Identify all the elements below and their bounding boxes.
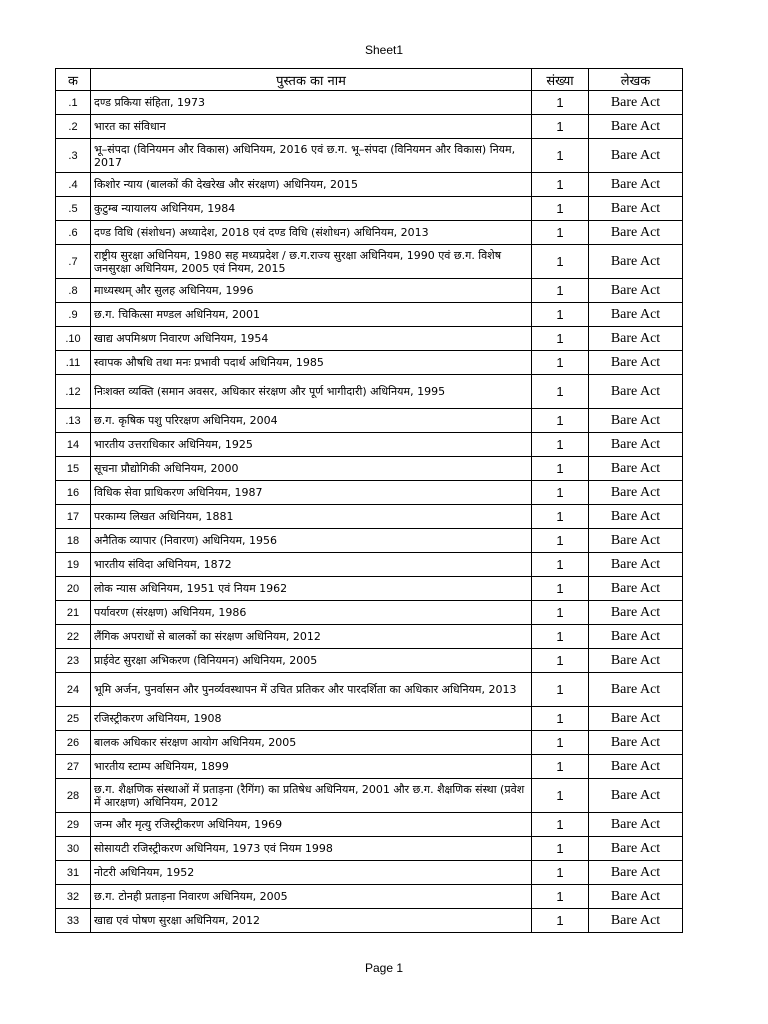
page-number: Page 1 [364, 961, 404, 975]
row-number: .5 [56, 197, 91, 221]
author: Bare Act [589, 529, 683, 553]
row-number: .12 [56, 375, 91, 409]
row-number: 32 [56, 885, 91, 909]
author: Bare Act [589, 139, 683, 173]
author: Bare Act [589, 909, 683, 933]
quantity: 1 [532, 351, 589, 375]
quantity: 1 [532, 279, 589, 303]
quantity: 1 [532, 433, 589, 457]
table-row [56, 279, 683, 303]
author: Bare Act [589, 327, 683, 351]
table-row [56, 409, 683, 433]
table-header-row [56, 69, 683, 91]
author: Bare Act [589, 173, 683, 197]
table-body [56, 91, 683, 933]
quantity: 1 [532, 673, 589, 707]
table-row [56, 837, 683, 861]
author: Bare Act [589, 433, 683, 457]
column-header-author: लेखक [589, 69, 683, 91]
book-name: प्राईवेट सुरक्षा अभिकरण (विनियमन) अधिनियम, 2005 [91, 649, 532, 673]
row-number: .13 [56, 409, 91, 433]
book-name: पर्यावरण (संरक्षण) अधिनियम, 1986 [91, 601, 532, 625]
row-number: .3 [56, 139, 91, 173]
book-name: भारतीय उत्तराधिकार अधिनियम, 1925 [91, 433, 532, 457]
row-number: 19 [56, 553, 91, 577]
author: Bare Act [589, 221, 683, 245]
quantity: 1 [532, 221, 589, 245]
book-name: भारत का संविधान [91, 115, 532, 139]
table-row [56, 731, 683, 755]
author: Bare Act [589, 649, 683, 673]
book-name: भारतीय संविदा अधिनियम, 1872 [91, 553, 532, 577]
quantity: 1 [532, 115, 589, 139]
quantity: 1 [532, 245, 589, 279]
column-header-quantity: संख्या [532, 69, 589, 91]
quantity: 1 [532, 303, 589, 327]
quantity: 1 [532, 91, 589, 115]
book-name: कुटुम्ब न्यायालय अधिनियम, 1984 [91, 197, 532, 221]
author: Bare Act [589, 457, 683, 481]
row-number: 28 [56, 779, 91, 813]
author: Bare Act [589, 505, 683, 529]
table-row [56, 139, 683, 173]
author: Bare Act [589, 813, 683, 837]
quantity: 1 [532, 885, 589, 909]
table-row [56, 909, 683, 933]
table-row [56, 197, 683, 221]
row-number: .2 [56, 115, 91, 139]
book-name: छ.ग. शैक्षणिक संस्थाओं में प्रताड़ना (रैगिंग) का प्रतिषेध अधिनियम, 2001 और छ.ग. शैक्षणिक संस्था (प्रवेश में आरक्षण) अधिनियम, 2012 [91, 779, 532, 813]
book-name: बालक अधिकार संरक्षण आयोग अधिनियम, 2005 [91, 731, 532, 755]
row-number: 27 [56, 755, 91, 779]
book-name: जन्म और मृत्यु रजिस्ट्रीकरण अधिनियम, 1969 [91, 813, 532, 837]
quantity: 1 [532, 861, 589, 885]
row-number: 24 [56, 673, 91, 707]
author: Bare Act [589, 351, 683, 375]
row-number: 26 [56, 731, 91, 755]
row-number: .1 [56, 91, 91, 115]
author: Bare Act [589, 577, 683, 601]
quantity: 1 [532, 625, 589, 649]
author: Bare Act [589, 673, 683, 707]
quantity: 1 [532, 173, 589, 197]
quantity: 1 [532, 553, 589, 577]
row-number: 15 [56, 457, 91, 481]
quantity: 1 [532, 505, 589, 529]
row-number: 30 [56, 837, 91, 861]
table-row [56, 457, 683, 481]
quantity: 1 [532, 731, 589, 755]
sheet-title: Sheet1 [364, 43, 404, 57]
row-number: .7 [56, 245, 91, 279]
row-number: 22 [56, 625, 91, 649]
author: Bare Act [589, 409, 683, 433]
row-number: 20 [56, 577, 91, 601]
row-number: .6 [56, 221, 91, 245]
quantity: 1 [532, 707, 589, 731]
table-row [56, 649, 683, 673]
quantity: 1 [532, 909, 589, 933]
row-number: .4 [56, 173, 91, 197]
author: Bare Act [589, 245, 683, 279]
table-row [56, 115, 683, 139]
quantity: 1 [532, 813, 589, 837]
table-row [56, 625, 683, 649]
book-name: रजिस्ट्रीकरण अधिनियम, 1908 [91, 707, 532, 731]
book-name: भूमि अर्जन, पुनर्वासन और पुनर्व्यवस्थापन में उचित प्रतिकर और पारदर्शिता का अधिकार अधिनियम, 2013 [91, 673, 532, 707]
row-number: 33 [56, 909, 91, 933]
author: Bare Act [589, 755, 683, 779]
book-name: किशोर न्याय (बालकों की देखरेख और संरक्षण) अधिनियम, 2015 [91, 173, 532, 197]
author: Bare Act [589, 481, 683, 505]
book-name: परकाम्य लिखत अधिनियम, 1881 [91, 505, 532, 529]
table-row [56, 779, 683, 813]
quantity: 1 [532, 327, 589, 351]
author: Bare Act [589, 707, 683, 731]
author: Bare Act [589, 731, 683, 755]
table-row [56, 707, 683, 731]
quantity: 1 [532, 197, 589, 221]
quantity: 1 [532, 601, 589, 625]
table-row [56, 433, 683, 457]
table-row [56, 577, 683, 601]
row-number: 25 [56, 707, 91, 731]
row-number: .10 [56, 327, 91, 351]
row-number: 23 [56, 649, 91, 673]
author: Bare Act [589, 837, 683, 861]
quantity: 1 [532, 779, 589, 813]
book-name: अनैतिक व्यापार (निवारण) अधिनियम, 1956 [91, 529, 532, 553]
table-row [56, 553, 683, 577]
row-number: .8 [56, 279, 91, 303]
table-row [56, 813, 683, 837]
book-name: स्वापक औषधि तथा मनः प्रभावी पदार्थ अधिनियम, 1985 [91, 351, 532, 375]
book-name: भू–संपदा (विनियमन और विकास) अधिनियम, 2016 एवं छ.ग. भू–संपदा (विनियमन और विकास) नियम, 2017 [91, 139, 532, 173]
table-row [56, 601, 683, 625]
quantity: 1 [532, 529, 589, 553]
quantity: 1 [532, 481, 589, 505]
table-row [56, 303, 683, 327]
table-row [56, 673, 683, 707]
column-header-book-name: पुस्तक का नाम [91, 69, 532, 91]
table-row [56, 481, 683, 505]
row-number: 21 [56, 601, 91, 625]
book-name: निःशक्त व्यक्ति (समान अवसर, अधिकार संरक्षण और पूर्ण भागीदारी) अधिनियम, 1995 [91, 375, 532, 409]
book-name: राष्ट्रीय सुरक्षा अधिनियम, 1980 सह मध्यप्रदेश / छ.ग.राज्य सुरक्षा अधिनियम, 1990 एवं छ.ग. विशेष जनसुरक्षा अधिनियम, 2005 एवं नियम, 2015 [91, 245, 532, 279]
author: Bare Act [589, 375, 683, 409]
book-name: सूचना प्रौद्योगिकी अधिनियम, 2000 [91, 457, 532, 481]
table-row [56, 375, 683, 409]
quantity: 1 [532, 139, 589, 173]
row-number: .9 [56, 303, 91, 327]
author: Bare Act [589, 279, 683, 303]
author: Bare Act [589, 197, 683, 221]
author: Bare Act [589, 115, 683, 139]
quantity: 1 [532, 409, 589, 433]
book-name: भारतीय स्टाम्प अधिनियम, 1899 [91, 755, 532, 779]
book-name: सोसायटी रजिस्ट्रीकरण अधिनियम, 1973 एवं नियम 1998 [91, 837, 532, 861]
book-name: छ.ग. कृषिक पशु परिरक्षण अधिनियम, 2004 [91, 409, 532, 433]
books-table [55, 68, 683, 933]
table-row [56, 885, 683, 909]
quantity: 1 [532, 755, 589, 779]
row-number: 29 [56, 813, 91, 837]
table-row [56, 861, 683, 885]
author: Bare Act [589, 861, 683, 885]
table-row [56, 91, 683, 115]
book-name: लोक न्यास अधिनियम, 1951 एवं नियम 1962 [91, 577, 532, 601]
book-name: छ.ग. चिकित्सा मण्डल अधिनियम, 2001 [91, 303, 532, 327]
row-number: 16 [56, 481, 91, 505]
quantity: 1 [532, 457, 589, 481]
table-row [56, 221, 683, 245]
table-row [56, 327, 683, 351]
book-name: दण्ड प्रकिया संहिता, 1973 [91, 91, 532, 115]
table-row [56, 755, 683, 779]
quantity: 1 [532, 649, 589, 673]
book-name: खाद्य अपमिश्रण निवारण अधिनियम, 1954 [91, 327, 532, 351]
book-name: लैंगिक अपराधों से बालकों का संरक्षण अधिनियम, 2012 [91, 625, 532, 649]
row-number: 14 [56, 433, 91, 457]
book-name: विधिक सेवा प्राधिकरण अधिनियम, 1987 [91, 481, 532, 505]
column-header-number: क [56, 69, 91, 91]
table-row [56, 505, 683, 529]
book-name: माध्यस्थम् और सुलह अधिनियम, 1996 [91, 279, 532, 303]
table-row [56, 529, 683, 553]
author: Bare Act [589, 601, 683, 625]
author: Bare Act [589, 625, 683, 649]
author: Bare Act [589, 303, 683, 327]
table-row [56, 351, 683, 375]
quantity: 1 [532, 577, 589, 601]
table-row [56, 245, 683, 279]
quantity: 1 [532, 837, 589, 861]
quantity: 1 [532, 375, 589, 409]
row-number: 18 [56, 529, 91, 553]
row-number: 31 [56, 861, 91, 885]
author: Bare Act [589, 91, 683, 115]
row-number: 17 [56, 505, 91, 529]
row-number: .11 [56, 351, 91, 375]
book-name: नोटरी अधिनियम, 1952 [91, 861, 532, 885]
author: Bare Act [589, 553, 683, 577]
author: Bare Act [589, 779, 683, 813]
book-name: दण्ड विधि (संशोधन) अध्यादेश, 2018 एवं दण्ड विधि (संशोधन) अधिनियम, 2013 [91, 221, 532, 245]
table-row [56, 173, 683, 197]
book-name: छ.ग. टोनही प्रताड़ना निवारण अधिनियम, 2005 [91, 885, 532, 909]
author: Bare Act [589, 885, 683, 909]
book-name: खाद्य एवं पोषण सुरक्षा अधिनियम, 2012 [91, 909, 532, 933]
